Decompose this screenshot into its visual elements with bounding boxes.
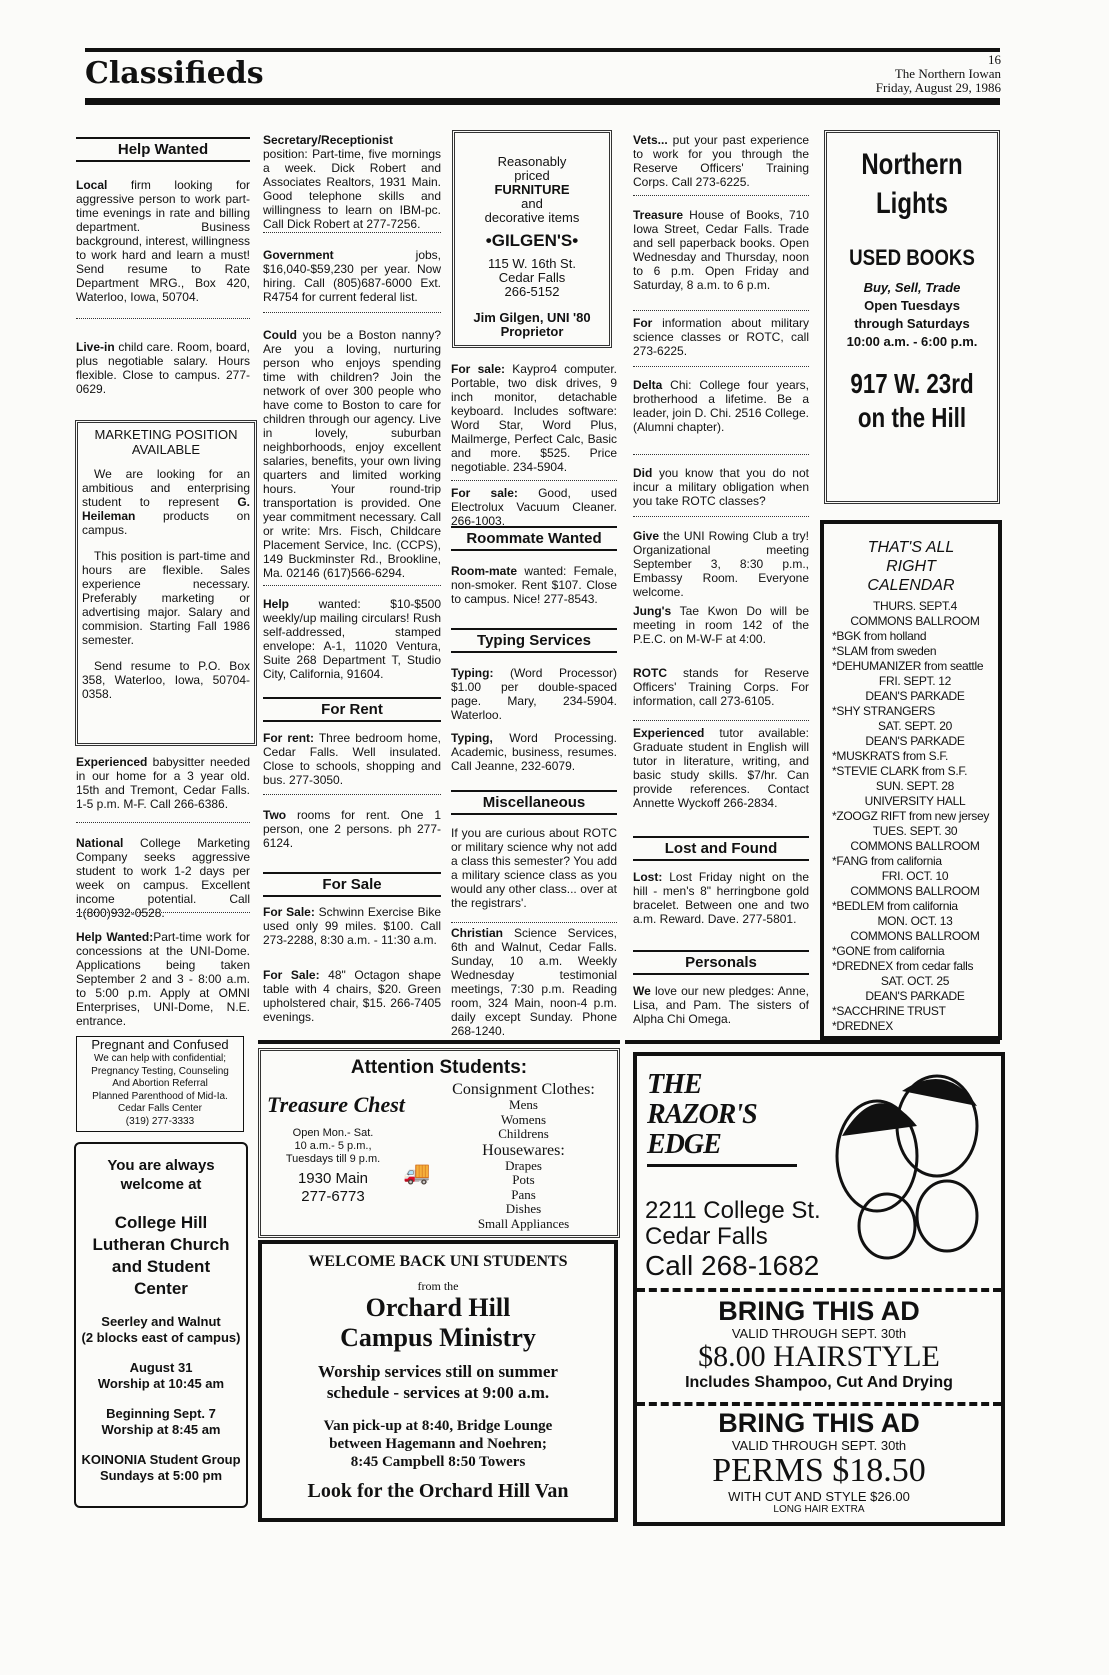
ad-rent-rooms: Two rooms for rent. One 1 person, one 2 persons. ph 277-6124.	[263, 808, 441, 850]
ad-tutor: Experienced tutor available: Graduate student in English will tutor in literature, writing, and basic study skills. $7/hr. Can provide references. Contact Annette Wyckoff 266-2834.	[633, 726, 809, 810]
treasure-chest-items	[441, 1081, 606, 1231]
ad-planned-parenthood	[76, 1036, 244, 1132]
category-housewares: Housewares:	[482, 1141, 565, 1159]
calendar-line: *MUSKRATS from S.F.	[832, 749, 949, 763]
pregnant-line: Pregnancy Testing, Counseling	[91, 1065, 229, 1077]
ad-secretary: Secretary/Receptionist position: Part-time, five mornings a week. Dick Robert and Associates Realtors, 1931 Main. Good telephone skills and willingness to learn on IBM-pc. Call Dick Robert at 277-7256.	[263, 133, 441, 231]
calendar-line: *DREDNEX from cedar falls	[832, 959, 974, 973]
calendar-line: COMMONS BALLROOM	[850, 614, 980, 628]
item: Drapes	[505, 1157, 542, 1173]
divider	[263, 585, 441, 586]
gilgen-city: Cedar Falls	[498, 270, 566, 285]
ad-vets: Vets... put your past experience to work for you through the Reserve Officers' Training Corps. Call 273-6225.	[633, 133, 809, 189]
calendar-line: *DEHUMANIZER from seattle	[832, 659, 984, 673]
ad-live-in: Live-in child care. Room, board, plus negotiable salary. Hours flexible. Close to campus. 277-0629.	[76, 340, 250, 396]
pregnant-phone: (319) 277-3333	[125, 1115, 195, 1127]
orchard-van: 8:45 Campbell 8:50 Towers	[350, 1454, 526, 1470]
gilgen-line: decorative items	[484, 210, 580, 225]
calendar-line: SAT. SEPT. 20	[878, 719, 952, 733]
ad-christian-science: Christian Science Services, 6th and Walnut, Cedar Falls. Sunday, 10 a.m. Weekly Wednesday testimonial meetings, 7:30 p.m. Reading room, 324 Main, noon-4 p.m. daily except Sunday. Phone 268-1240.	[451, 926, 617, 1038]
ad-rotc-stands: ROTC stands for Reserve Officers' Training Corps. For information, call 273-6105.	[633, 666, 809, 708]
ad-tae-kwon-do: Jung's Tae Kwon Do will be meeting in room 142 of the P.E.C. on M-W-F at 4:00.	[633, 604, 809, 646]
divider	[451, 922, 617, 923]
northern-lights-line: Open Tuesdays	[864, 298, 960, 313]
pregnant-line: Planned Parenthood of Mid-Ia.	[92, 1090, 228, 1102]
marketing-p1: We are looking for an ambitious and enterprising student to represent G. Heileman products on campus.	[82, 467, 250, 537]
section-personals: Personals	[633, 950, 809, 975]
gilgen-address: 115 W. 16th St.	[488, 256, 576, 271]
pregnant-line: We can help with confidential;	[93, 1053, 227, 1064]
ad-northern-lights	[824, 130, 1000, 504]
marketing-title: MARKETING POSITION AVAILABLE	[94, 427, 238, 457]
calendar-line: THURS. SEPT.4	[872, 599, 958, 613]
gilgen-line: FURNITURE	[494, 182, 570, 197]
coupon-2: BRING THIS AD VALID THROUGH SEPT. 30th PERMS $18.50 WITH CUT AND STYLE $26.00 LONG HAIR EXTRA	[637, 1402, 1001, 1516]
ad-government: Government jobs, $16,040-$59,230 per year. Now hiring. Call (805)687-6000 Ext. R4754 for current federal list.	[263, 248, 441, 304]
divider	[263, 232, 441, 233]
calendar-title: THAT'S ALL RIGHT CALENDAR	[867, 539, 955, 594]
orchard-name: Orchard Hill	[365, 1293, 511, 1322]
item: Small Appliances	[477, 1215, 570, 1231]
marketing-p2: This position is part-time and hours are flexible. Sales experience necessary. Preferably marketing or advertising major. Salary and commision. Starting Fall 1986 semester.	[82, 549, 250, 647]
ad-national: National College Marketing Company seeks aggressive student to work 1-2 days per week on campus. Excellent income potential. Call 1(800)932-0528.	[76, 836, 250, 920]
ad-pledges: We love our new pledges: Anne, Lisa, and Pam. The sisters of Alpha Chi Omega.	[633, 984, 809, 1026]
ad-calendar	[820, 520, 1002, 1040]
ad-marketing-position	[75, 420, 257, 746]
treasure-chest-logo: Treasure Chest	[267, 1092, 405, 1117]
calendar-line: *SLAM from sweden	[832, 644, 937, 658]
treasure-hours: 10 a.m.- 5 p.m.,	[294, 1140, 372, 1152]
divider	[633, 310, 809, 311]
item: Childrens	[498, 1126, 549, 1141]
treasure-hours: Open Mon.- Sat.	[292, 1127, 374, 1139]
razor-address: 2211 College St. Cedar Falls Call 268-1682	[645, 1197, 821, 1281]
section-miscellaneous: Miscellaneous	[451, 790, 617, 815]
razors-edge-logo: THE RAZOR'S EDGE	[647, 1070, 797, 1167]
orchard-welcome: WELCOME BACK UNI STUDENTS	[308, 1253, 568, 1270]
calendar-line: MON. OCT. 13	[877, 914, 953, 928]
calendar-line: SUN. SEPT. 28	[875, 779, 955, 793]
ad-rowing-club: Give the UNI Rowing Club a try! Organizational meeting September 3, 8:30 p.m., Embassy Room. Everyone welcome.	[633, 529, 809, 599]
divider	[76, 822, 250, 823]
pregnant-line: Cedar Falls Center	[118, 1103, 202, 1114]
section-lost-and-found: Lost and Found	[633, 836, 809, 861]
issue-date: Friday, August 29, 1986	[875, 80, 1001, 95]
treasure-hours: Tuesdays till 9 p.m.	[285, 1153, 381, 1165]
divider	[263, 794, 441, 795]
truck-icon: 🚚	[403, 1160, 431, 1185]
orchard-look: Look for the Orchard Hill Van	[307, 1480, 569, 1502]
church-group: KOINONIA Student Group	[81, 1452, 241, 1467]
ad-circulars: Help wanted: $10-$500 weekly/up mailing circulars! Rush self-addressed, stamped envelope: A-1, 11020 Ventura, Suite 268 Department T, Studio City, California, 91604.	[263, 597, 441, 681]
ad-delta-chi: Delta Chi: College four years, brotherhood a lifetime. Be a leader, join D. Chi. 2516 College. (Alumni chapter).	[633, 378, 809, 434]
calendar-line: UNIVERSITY HALL	[864, 794, 966, 808]
ad-orchard-hill	[258, 1240, 618, 1522]
church-name: College Hill Lutheran Church and Student Center	[92, 1213, 230, 1298]
section-for-sale: For Sale	[263, 872, 441, 897]
divider	[633, 720, 809, 721]
ad-rotc-curious: If you are curious about ROTC or military science why not add a class this semester? You add a military science class as you would any other class... over at the registrars'.	[451, 826, 617, 910]
masthead-info	[876, 53, 1001, 95]
calendar-line: FRI. OCT. 10	[881, 869, 949, 883]
pregnant-line: And Abortion Referral	[112, 1078, 208, 1089]
ad-military-info: For information about military science classes or ROTC, call 273-6225.	[633, 316, 809, 358]
ad-treasure-chest	[258, 1048, 620, 1238]
northern-lights-line: through Saturdays	[854, 316, 970, 331]
section-help-wanted: Help Wanted	[76, 137, 250, 162]
ad-babysitter: Experienced babysitter needed in our home for a 3 year old. 15th and Tremont, Cedar Falls. 1-5 p.m. M-F. Call 266-6386.	[76, 755, 250, 811]
item: Pans	[511, 1186, 536, 1202]
ad-roommate: Room-mate wanted: Female, non-smoker. Rent $107. Close to campus. Nice! 277-8543.	[451, 564, 617, 606]
northern-lights-name: Northern	[861, 148, 963, 181]
divider	[633, 195, 809, 196]
calendar-list	[824, 599, 998, 1034]
northern-lights-address: 917 W. 23rd	[850, 368, 974, 399]
church-address-note: (2 blocks east of campus)	[81, 1330, 241, 1345]
calendar-line: *STEVIE CLARK from S.F.	[832, 764, 968, 778]
orchard-from: from the	[417, 1279, 459, 1293]
divider-rule	[258, 1040, 620, 1044]
orchard-worship: schedule - services at 9:00 a.m.	[326, 1383, 550, 1402]
orchard-van: between Hagemann and Noehren;	[329, 1436, 547, 1452]
church-worship: Worship at 8:45 am	[101, 1422, 221, 1437]
gilgen-line: priced	[514, 168, 550, 183]
paper-name: The Northern Iowan	[894, 66, 1001, 81]
section-roommate-wanted: Roommate Wanted	[451, 526, 617, 551]
calendar-line: DEAN'S PARKADE	[865, 989, 965, 1003]
ad-octagon-table: For Sale: 48" Octagon shape table with 4 chairs, $20. Green upholstered chair, $15. 266-7405 evenings.	[263, 968, 441, 1024]
calendar-line: *BEDLEM from california	[832, 899, 958, 913]
ad-typing-jeanne: Typing, Word Processing. Academic, business, resumes. Call Jeanne, 232-6079.	[451, 731, 617, 773]
item: Mens	[509, 1097, 538, 1112]
ad-lost-bracelet: Lost: Lost Friday night on the hill - men's 8" herringbone gold bracelet. Between one and two a.m. Reward. Dave. 277-5801.	[633, 870, 809, 926]
top-rule	[85, 48, 1000, 52]
ad-college-hill-lutheran	[74, 1142, 248, 1508]
church-group-time: Sundays at 5:00 pm	[99, 1468, 223, 1483]
gilgen-phone: 266-5152	[504, 284, 560, 299]
orchard-name: Campus Ministry	[340, 1323, 536, 1352]
coupon-1: BRING THIS AD VALID THROUGH SEPT. 30th $8.00 HAIRSTYLE Includes Shampoo, Cut And Drying	[637, 1288, 1001, 1392]
header-rule	[85, 98, 1000, 105]
ad-razors-edge	[633, 1052, 1005, 1526]
ad-kaypro: For sale: Kaypro4 computer. Portable, two disk drives, 9 inch monitor, detachable keyboard. Includes software: Word Star, Word Plus, Mailmerge, Perfect Calc, Basic and more. $525. Price negotiable. 234-5904.	[451, 362, 618, 474]
ad-local-firm: Local firm looking for aggressive person to work part-time evenings in rate and billing department. Business background, interest, willingness to work hard and learn a must! Send resume to Rate Department MRG., Box 420, Waterloo, Iowa, 50704.	[76, 178, 250, 304]
calendar-line: FRI. SEPT. 12	[878, 674, 952, 688]
calendar-line: COMMONS BALLROOM	[850, 884, 980, 898]
page-title: Classifieds	[85, 56, 264, 91]
church-line: You are always	[107, 1157, 215, 1174]
church-worship: Worship at 10:45 am	[97, 1376, 225, 1391]
calendar-line: *FANG from california	[832, 854, 942, 868]
divider	[263, 312, 441, 313]
hairstyle-illustration	[817, 1066, 997, 1266]
section-for-rent: For Rent	[263, 697, 441, 722]
gilgen-role: Proprietor	[500, 324, 564, 339]
orchard-worship: Worship services still on summer	[318, 1362, 558, 1381]
pregnant-title: Pregnant and Confused	[91, 1037, 229, 1052]
ad-unidome: Help Wanted:Part-time work for concessions at the UNI-Dome. Applications being taken September 2 and 3 - 8:00 a.m. to 5:00 p.m. Apply at OMNI Enterprises, UNI-Dome, N.E. entrance.	[76, 930, 250, 1028]
church-date: Beginning Sept. 7	[106, 1406, 216, 1421]
calendar-line: *SHY STRANGERS	[832, 704, 935, 718]
northern-lights-tag: USED BOOKS	[849, 245, 975, 270]
calendar-line: TUES. SEPT. 30	[872, 824, 958, 838]
ad-typing-mary: Typing: (Word Processor) $1.00 per double-spaced page. Mary, 234-5904. Waterloo.	[451, 666, 617, 722]
item: Pots	[512, 1172, 535, 1187]
treasure-chest-info	[267, 1091, 405, 1206]
divider	[76, 912, 250, 913]
church-line: welcome at	[120, 1176, 202, 1193]
gilgen-owner: Jim Gilgen, UNI '80	[473, 310, 591, 325]
razor-phone: Call 268-1682	[645, 1250, 820, 1281]
northern-lights-address: on the Hill	[857, 402, 967, 433]
treasure-address: 1930 Main	[297, 1170, 369, 1187]
calendar-line: *GONE from california	[832, 944, 945, 958]
ad-exercise-bike: For Sale: Schwinn Exercise Bike used only 99 miles. $100. Call 273-2288, 8:30 a.m. - 11:30 a.m.	[263, 905, 441, 947]
ad-military-obligation: Did you know that you do not incur a military obligation when you take ROTC classes?	[633, 466, 809, 508]
calendar-line: COMMONS BALLROOM	[850, 929, 980, 943]
calendar-line: DEAN'S PARKADE	[865, 689, 965, 703]
ad-electrolux: For sale: Good, used Electrolux Vacuum Cleaner. 266-1003.	[451, 486, 617, 528]
calendar-line: *SACCHRINE TRUST	[832, 1004, 946, 1018]
category-clothes: Consignment Clothes:	[452, 1081, 595, 1098]
ad-rent-house: For rent: Three bedroom home, Cedar Falls. Well insulated. Close to schools, shopping and bus. 277-3050.	[263, 731, 441, 787]
calendar-line: *BGK from holland	[832, 629, 927, 643]
calendar-line: *DREDNEX	[832, 1019, 893, 1033]
ad-treasure-house: Treasure House of Books, 710 Iowa Street, Cedar Falls. Trade and sell paperback books. Open Wednesday and Thursday, noon to 6 p.m. Open Friday and Saturday, 8 a.m. to 6 p.m.	[633, 208, 809, 292]
item: Dishes	[505, 1201, 542, 1216]
church-address: Seerley and Walnut	[101, 1314, 221, 1329]
divider-rule	[625, 1040, 1000, 1044]
divider	[451, 480, 617, 481]
treasure-chest-heading: Attention Students:	[350, 1057, 528, 1078]
northern-lights-hours: 10:00 a.m. - 6:00 p.m.	[846, 334, 978, 349]
divider	[633, 454, 809, 455]
ad-nanny: Could you be a Boston nanny? Are you a loving, nurturing person who enjoys spending time with children? Join the network of over 300 people who have come to Boston to care for children through our agency. Live in lovely, suburban neighborhoods, enjoy excellent salaries, benefits, your own living quarters and limited working hours. Your round-trip transportation is provided. One year commitment necessary. Call or write: Mrs. Fisch, Childcare Placement Service, Inc. (CCPS), 149 Buckminster Rd., Brookline, Ma. 02146 (617)566-6294.	[263, 328, 441, 580]
page-number: 16	[988, 52, 1001, 67]
marketing-p3: Send resume to P.O. Box 358, Waterloo, Iowa, 50704-0358.	[82, 659, 250, 701]
divider	[76, 318, 250, 319]
northern-lights-name: Lights	[876, 187, 948, 220]
calendar-line: SAT. OCT. 25	[880, 974, 950, 988]
gilgen-line: Reasonably	[497, 154, 567, 169]
calendar-line: COMMONS BALLROOM	[850, 839, 980, 853]
calendar-line: *ZOOGZ RIFT from new jersey	[832, 809, 990, 823]
orchard-van: Van pick-up at 8:40, Bridge Lounge	[323, 1418, 553, 1434]
calendar-line: DEAN'S PARKADE	[865, 734, 965, 748]
church-date: August 31	[129, 1360, 193, 1375]
northern-lights-line: Buy, Sell, Trade	[863, 280, 961, 295]
gilgen-line: and	[521, 196, 543, 211]
divider	[633, 366, 809, 367]
item: Womens	[500, 1111, 547, 1127]
section-typing-services: Typing Services	[451, 628, 617, 653]
ad-gilgens	[452, 130, 612, 348]
treasure-phone: 277-6773	[301, 1188, 365, 1205]
gilgen-name: •GILGEN'S•	[485, 231, 579, 250]
divider	[633, 516, 809, 517]
